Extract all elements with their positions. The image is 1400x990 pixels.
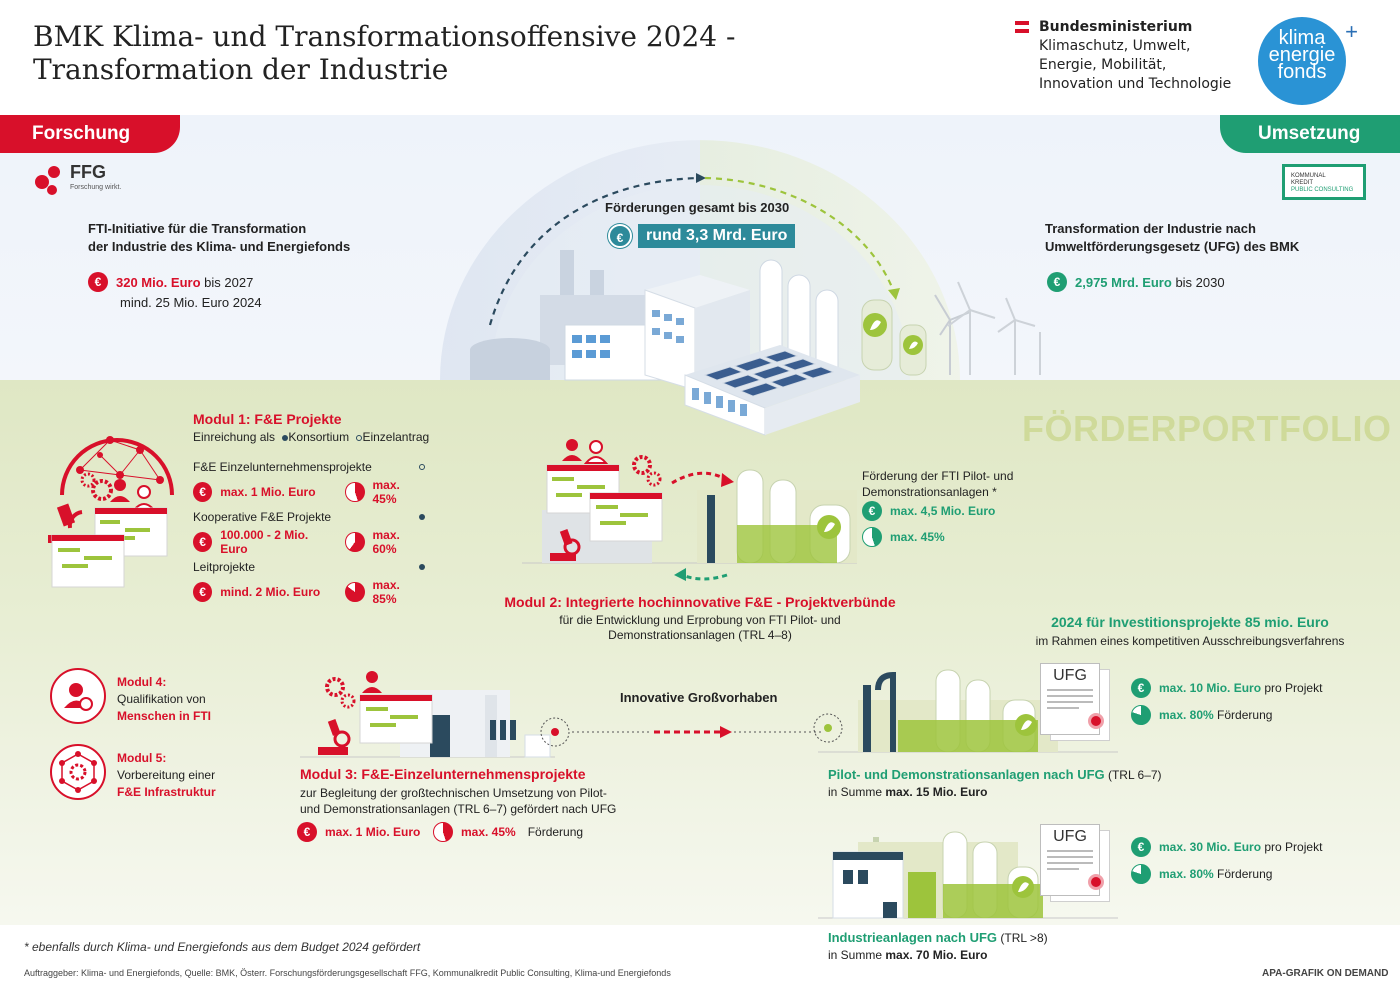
modul2-amount: € max. 4,5 Mio. Euro — [862, 501, 995, 521]
industrie-caption: Industrieanlagen nach UFG (TRL >8) in Summe max. 70 Mio. Euro — [828, 930, 1048, 962]
person-icon — [562, 439, 606, 463]
pie-icon — [1131, 705, 1151, 725]
person-icon — [110, 479, 154, 510]
ministry-line3: Energie, Mobilität, — [1039, 57, 1167, 73]
klima-energie-fonds-logo: klima energie fonds + — [1258, 17, 1346, 105]
modul1-illustration — [40, 420, 190, 595]
pie-icon — [433, 822, 453, 842]
ministry-name: Bundesministerium — [1039, 19, 1193, 35]
consortium-dot-icon — [419, 514, 425, 520]
source-note: Auftraggeber: Klima- und Energiefonds, Quelle: BMK, Österr. Forschungsförderungsgesellschaft FFG, Kommunalkredit Public Consulting, Klima-und Energiefonds — [24, 968, 671, 978]
modul5-icon — [50, 744, 106, 800]
pie-icon — [345, 582, 364, 602]
modul2-caption: Modul 2: Integrierte hochinnovative F&E - Projektverbünde für die Entwicklung und Erprobung von FTI Pilot- und Demonstrationsanlagen (TRL 4–8) — [504, 594, 896, 642]
euro-icon: € — [1047, 272, 1067, 292]
euro-icon: € — [193, 582, 212, 602]
modul3-illustration — [300, 665, 570, 760]
certificate-icon — [1088, 713, 1104, 729]
consortium-dot-icon — [419, 564, 425, 570]
austria-flag-icon — [1015, 21, 1029, 33]
ministry-logo — [1015, 18, 1231, 94]
invest-caption: 2024 für Investitionsprojekte 85 mio. Euro im Rahmen eines kompetitiven Ausschreibungsverfahrens — [1035, 614, 1345, 648]
factory-illustration — [430, 130, 970, 440]
modul3-text: Modul 3: F&E-Einzelunternehmensprojekte zur Begleitung der großtechnischen Umsetzung von Pilot- und Demonstrationsanlagen (TRL 6–7) gefördert nach UFG — [300, 766, 617, 816]
modul1-item: Leitprojekte € mind. 2 Mio. Euro max. 85% — [193, 560, 425, 610]
euro-icon: € — [1131, 837, 1151, 857]
forschung-heading: FTI-Initiative für die Transformation der Industrie des Klima- und Energiefonds — [88, 221, 351, 254]
modul1-item: Kooperative F&E Projekte € 100.000 - 2 Mio. Euro max. 60% — [193, 510, 425, 560]
industrie-amount: € max. 30 Mio. Euro pro Projekt — [1131, 837, 1322, 857]
euro-icon: € — [193, 482, 212, 502]
pie-icon — [345, 482, 364, 502]
modul1-submit: Einreichung als Konsortium Einzelantrag — [193, 430, 430, 444]
tab-forschung: Forschung — [0, 115, 180, 153]
wind-turbine-icon — [940, 270, 1050, 380]
forschung-sub-amount: mind. 25 Mio. Euro 2024 — [120, 295, 262, 310]
ffg-mark-icon — [28, 160, 68, 200]
gear-icon — [634, 457, 660, 485]
modul4-icon — [50, 668, 106, 724]
wind-turbines-right — [940, 270, 1050, 380]
modul1-item: F&E Einzelunternehmensprojekte € max. 1 Mio. Euro max. 45% — [193, 460, 425, 510]
euro-icon: € — [1131, 678, 1151, 698]
ufg-document: UFG — [1040, 824, 1110, 902]
modul1-title: Modul 1: F&E Projekte — [193, 411, 342, 427]
portfolio-label: FÖRDERPORTFOLIO — [1022, 408, 1392, 449]
kommunalkredit-logo: KOMMUNAL KREDIT PUBLIC CONSULTING — [1282, 164, 1366, 200]
modul3-amounts: € max. 1 Mio. Euro max. 45% Förderung — [297, 822, 583, 842]
pie-icon — [1131, 864, 1151, 884]
connector-arrow — [572, 722, 842, 742]
certificate-icon — [1088, 874, 1104, 890]
pie-icon — [345, 532, 364, 552]
person-certificate-icon — [52, 670, 104, 722]
pilot-share: max. 80% Förderung — [1131, 705, 1272, 725]
ministry-line4: Innovation und Technologie — [1039, 76, 1232, 92]
modul4-text: Modul 4: Qualifikation von Menschen in FTI — [117, 675, 212, 723]
network-gear-icon — [52, 746, 104, 798]
ministry-line2: Klimaschutz, Umwelt, — [1039, 38, 1191, 54]
credit: APA-GRAFIK ON DEMAND — [1262, 968, 1389, 979]
modul5-text: Modul 5: Vorbereitung einer F&E Infrastruktur — [117, 751, 216, 799]
modul2-side-label: Förderung der FTI Pilot- und Demonstrationsanlagen * — [862, 469, 1014, 499]
microscope-icon — [318, 719, 349, 755]
pilot-amount: € max. 10 Mio. Euro pro Projekt — [1131, 678, 1322, 698]
modul2-share: max. 45% — [862, 527, 945, 547]
ufg-document: UFG — [1040, 663, 1110, 741]
page-title-line2: Transformation der Industrie — [33, 53, 449, 86]
gear-icon — [327, 679, 354, 707]
person-icon — [362, 671, 382, 693]
pilot-caption: Pilot- und Demonstrationsanlagen nach UFG (TRL 6–7) in Summe max. 15 Mio. Euro — [828, 767, 1162, 799]
umsetzung-amount: € 2,975 Mrd. Euro bis 2030 — [1047, 272, 1225, 292]
industrie-share: max. 80% Förderung — [1131, 864, 1272, 884]
total-amount: € rund 3,3 Mrd. Euro — [608, 223, 795, 249]
euro-icon: € — [193, 532, 212, 552]
page-title — [33, 20, 735, 86]
page-title-line1: BMK Klima- und Transformationsoffensive 2024 - — [33, 20, 736, 53]
tab-umsetzung: Umsetzung — [1220, 115, 1400, 153]
gear-icon — [82, 474, 111, 499]
umsetzung-heading: Transformation der Industrie nach Umweltförderungsgesetz (UFG) des BMK — [1045, 221, 1300, 254]
single-dot-icon — [419, 464, 425, 470]
euro-icon: € — [862, 501, 882, 521]
euro-icon: € — [88, 272, 108, 292]
modul1-items — [193, 460, 425, 610]
innovative-label: Innovative Großvorhaben — [620, 690, 778, 705]
footnote: * ebenfalls durch Klima- und Energiefonds aus dem Budget 2024 gefördert — [24, 940, 421, 954]
pie-icon — [862, 527, 882, 547]
ffg-logo: FFG Forschung wirkt. — [28, 160, 118, 200]
total-title: Förderungen gesamt bis 2030 — [605, 200, 790, 215]
forschung-amount: € 320 Mio. Euro bis 2027 — [88, 272, 253, 292]
modul2-illustration — [522, 435, 857, 585]
euro-icon: € — [297, 822, 317, 842]
euro-icon: € — [608, 224, 632, 248]
